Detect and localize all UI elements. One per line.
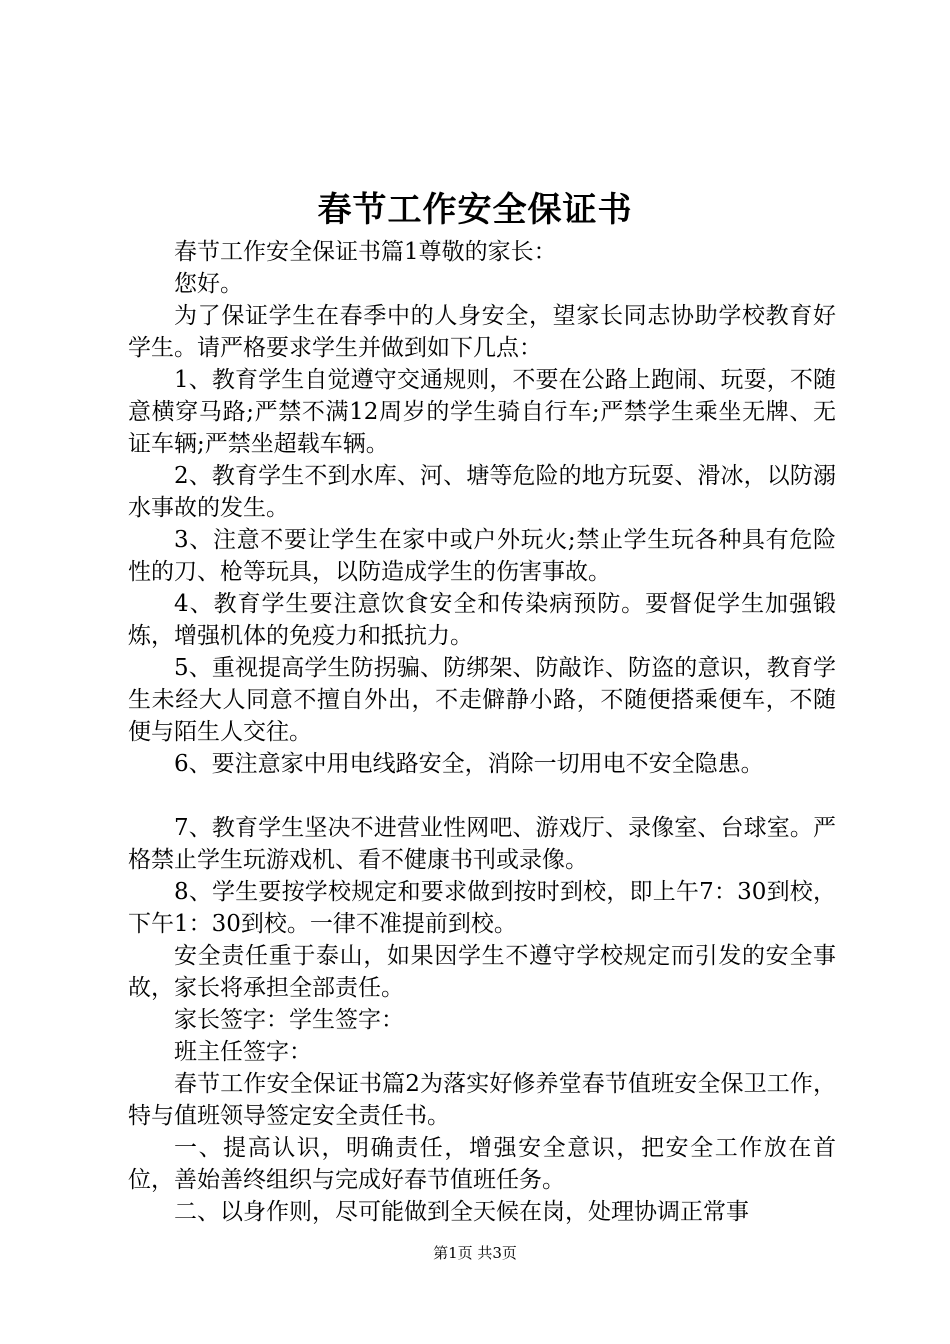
paragraph-item-3: 3、注意不要让学生在家中或户外玩火;禁止学生玩各种具有危险性的刀、枪等玩具，以防造成学生的伤害事故。 [128, 527, 836, 585]
paragraph-greeting: 您好。 [174, 271, 243, 297]
paragraph-item-8: 8、学生要按学校规定和要求做到按时到校，即上午7：30到校，下午1：30到校。一律不准提前到校。 [128, 879, 836, 937]
document-title: 春节工作安全保证书 [317, 190, 633, 230]
paragraph-intro: 为了保证学生在春季中的人身安全，望家长同志协助学校教育好学生。请严格要求学生并做到如下几点： [128, 303, 836, 361]
paragraph-item-2: 2、教育学生不到水库、河、塘等危险的地方玩耍、滑冰，以防溺水事故的发生。 [128, 463, 836, 521]
paragraph-section-2-item-2: 二、以身作则，尽可能做到全天候在岗，处理协调正常事 [174, 1199, 749, 1225]
paragraph-section-2-intro: 春节工作安全保证书篇2为落实好修养堂春节值班安全保卫工作，特与值班领导签定安全责任书。 [128, 1071, 836, 1129]
paragraph-item-1: 1、教育学生自觉遵守交通规则，不要在公路上跑闹、玩耍，不随意横穿马路;严禁不满12周岁的学生骑自行车;严禁学生乘坐无牌、无证车辆;严禁坐超载车辆。 [128, 367, 836, 457]
paragraph-section-2-item-1: 一、提高认识，明确责任，增强安全意识，把安全工作放在首位，善始善终组织与完成好春节值班任务。 [128, 1135, 836, 1193]
paragraph-item-4: 4、教育学生要注意饮食安全和传染病预防。要督促学生加强锻炼，增强机体的免疫力和抵抗力。 [128, 591, 836, 649]
paragraph-teacher-signature: 班主任签字： [174, 1039, 312, 1065]
paragraph-item-7: 7、教育学生坚决不进营业性网吧、游戏厅、录像室、台球室。严格禁止学生玩游戏机、看不健康书刊或录像。 [128, 815, 836, 873]
page-number-footer: 第1页 共3页 [433, 1244, 517, 1262]
paragraph-parent-student-signature: 家长签字：学生签字： [174, 1007, 404, 1033]
paragraph-item-6: 6、要注意家中用电线路安全，消除一切用电不安全隐患。 [174, 751, 764, 777]
paragraph-greeting-heading: 春节工作安全保证书篇1尊敬的家长： [174, 239, 557, 265]
paragraph-item-5: 5、重视提高学生防拐骗、防绑架、防敲诈、防盗的意识，教育学生未经大人同意不擅自外出，不走僻静小路，不随便搭乘便车，不随便与陌生人交往。 [128, 655, 836, 745]
paragraph-responsibility: 安全责任重于泰山，如果因学生不遵守学校规定而引发的安全事故，家长将承担全部责任。 [128, 943, 836, 1001]
document-body [128, 236, 836, 1228]
